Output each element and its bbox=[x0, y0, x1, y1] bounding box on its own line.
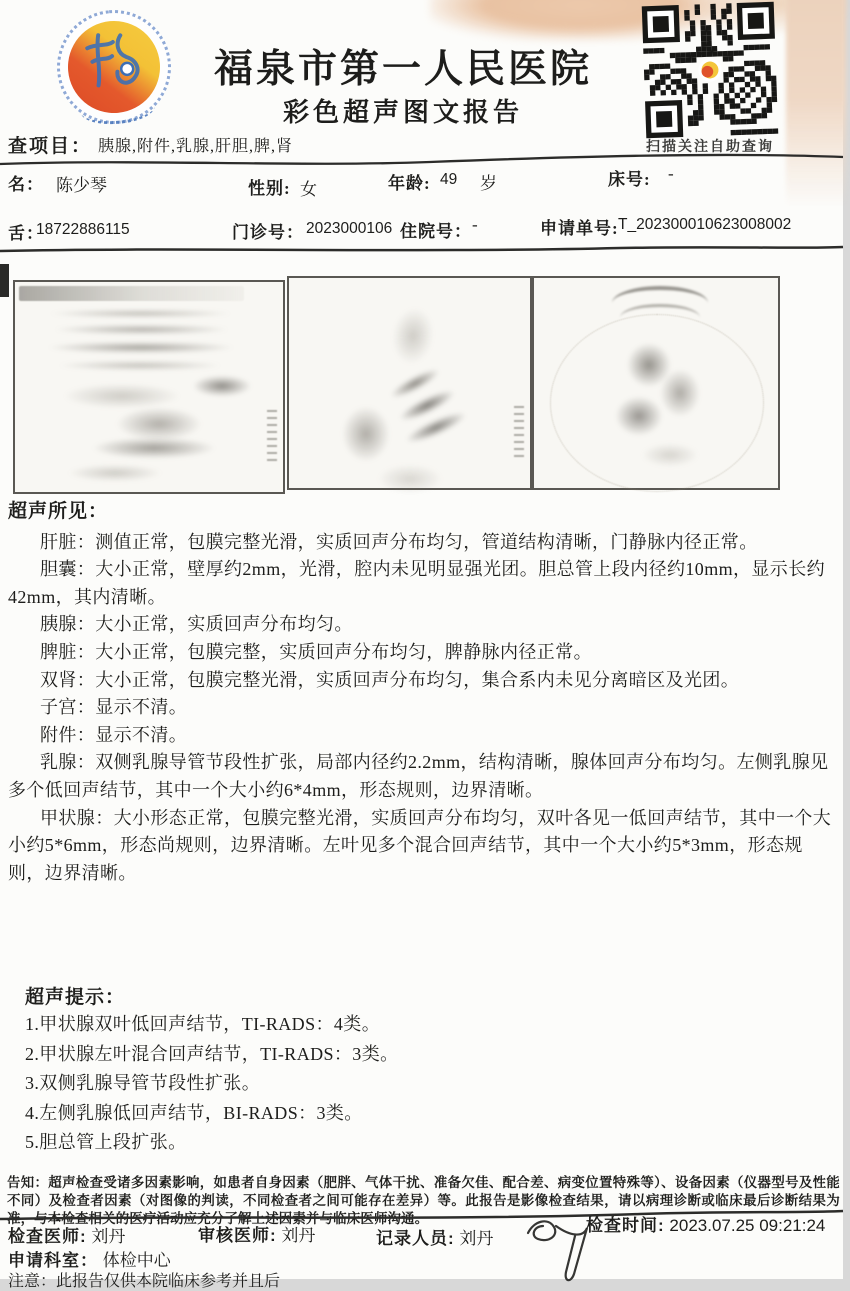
request-label: 申请单号: bbox=[540, 219, 619, 238]
ultrasound-image-1 bbox=[13, 280, 285, 494]
echo-blob bbox=[21, 340, 261, 355]
finding-liver: 肝脏：测值正常，包膜完整光滑，实质回声分布均匀，管道结构清晰，门静脉内径正常。 bbox=[40, 531, 758, 552]
separator-line bbox=[0, 247, 843, 251]
echo-blob bbox=[35, 359, 245, 372]
exam-items-row bbox=[8, 131, 293, 158]
echo-blob bbox=[369, 460, 451, 498]
ultrasound-images-row bbox=[0, 276, 843, 492]
impression-item: 5.胆总管上段扩张。 bbox=[25, 1132, 187, 1153]
handwritten-signature bbox=[528, 1221, 587, 1280]
exam-doctor: 刘丹 bbox=[91, 1227, 126, 1246]
echo-texture bbox=[19, 286, 244, 301]
findings-section bbox=[8, 498, 836, 887]
bottom-note-clipped: 注意：此报告仅供本院临床参考并且后 bbox=[8, 1273, 281, 1290]
echo-blob bbox=[335, 398, 397, 470]
grayscale-bar bbox=[267, 410, 277, 466]
impression-section bbox=[25, 986, 817, 1158]
exam-time-label: 检查时间: bbox=[586, 1216, 665, 1235]
gender-label: 性别: bbox=[248, 179, 291, 198]
hospital-logo bbox=[52, 5, 176, 129]
patient-name: 陈少琴 bbox=[56, 176, 107, 195]
sector-outline bbox=[550, 314, 764, 492]
echo-blob bbox=[55, 462, 175, 484]
echo-blob bbox=[73, 434, 235, 462]
qr-caption: 扫描关注自助查询 bbox=[646, 138, 774, 154]
impression-item: 2.甲状腺左叶混合回声结节，TI-RADS：3类。 bbox=[25, 1043, 399, 1064]
qr-code-svg bbox=[628, 1, 793, 139]
report-type-title: 彩色超声图文报告 bbox=[282, 98, 523, 127]
finding-thyroid: 甲状腺：大小形态正常，包膜完整光滑，实质回声分布均匀，双叶各见一低回声结节，其中一个大小约5*6mm，形态尚规则，边界清晰。左叶见多个混合回声结节，其中一个大小约5*3mm，形态规则，边界清晰。 bbox=[8, 807, 832, 883]
impression-title: 超声提示： bbox=[25, 987, 126, 1008]
outpatient-label: 门诊号： bbox=[232, 223, 304, 242]
bed-no: - bbox=[668, 164, 674, 183]
recorder: 刘丹 bbox=[459, 1229, 494, 1248]
finding-spleen: 脾脏：大小正常，包膜完整，实质回声分布均匀，脾静脉内径正常。 bbox=[40, 641, 592, 662]
review-doctor: 刘丹 bbox=[281, 1226, 316, 1245]
impression-item: 1.甲状腺双叶低回声结节，TI-RADS：4类。 bbox=[25, 1014, 381, 1034]
age-unit: 岁 bbox=[480, 174, 497, 193]
bed-label: 床号: bbox=[608, 170, 651, 189]
exam-doctor-label: 检查医师: bbox=[8, 1227, 87, 1246]
patient-phone: 18722886115 bbox=[36, 221, 130, 238]
hospital-name: 福泉市第一人民医院 bbox=[213, 48, 592, 91]
age-label: 年龄: bbox=[388, 174, 431, 193]
finding-adnexa: 附件：显示不清。 bbox=[40, 724, 188, 745]
exam-items-value: 胰腺,附件,乳腺,肝胆,脾,肾 bbox=[98, 138, 294, 155]
finding-gallbladder: 胆囊：大小正常，壁厚约2mm，光滑，腔内未见明显强光团。胆总管上段内径约10mm，显示长约42mm，其内清晰。 bbox=[8, 559, 825, 607]
exam-items-label: 查项目： bbox=[8, 136, 93, 157]
scan-edge-artifact bbox=[0, 264, 9, 297]
echo-blob bbox=[382, 297, 444, 376]
outpatient-no: 2023000106 bbox=[306, 220, 393, 237]
request-no: T_202300010623008002 bbox=[618, 216, 792, 233]
finding-breast: 乳腺：双侧乳腺导管节段性扩张，局部内径约2.2mm，结构清晰，腺体回声分布均匀。左侧乳腺见多个低回声结节，其中一个大小约6*4mm，形态规则，边界清晰。 bbox=[8, 752, 829, 800]
echo-blob bbox=[23, 308, 258, 319]
request-dept: 体检中心 bbox=[102, 1251, 171, 1270]
review-doctor-label: 审核医师: bbox=[198, 1226, 277, 1245]
request-dept-label: 申请科室： bbox=[8, 1251, 98, 1270]
photo-skin-blur bbox=[786, 0, 846, 207]
echo-blob bbox=[29, 323, 254, 336]
impression-item: 4.左侧乳腺低回声结节，BI-RADS：3类。 bbox=[25, 1102, 363, 1123]
finding-uterus: 子宫：显示不清。 bbox=[40, 697, 188, 718]
grayscale-bar bbox=[514, 406, 524, 462]
exam-time: 2023.07.25 09:21:24 bbox=[669, 1216, 826, 1235]
findings-title: 超声所见： bbox=[8, 501, 109, 522]
phone-label: 舌： bbox=[8, 224, 44, 243]
name-label: 名： bbox=[8, 175, 44, 194]
ultrasound-image-2 bbox=[287, 276, 532, 490]
finding-kidneys: 双肾：大小正常，包膜完整光滑，实质回声分布均匀，集合系内未见分离暗区及光团。 bbox=[40, 669, 740, 690]
finding-pancreas: 胰腺：大小正常，实质回声分布均匀。 bbox=[40, 614, 353, 635]
patient-age: 49 bbox=[440, 171, 458, 188]
qr-code bbox=[628, 1, 793, 139]
patient-gender: 女 bbox=[300, 180, 317, 199]
impression-item: 3.双侧乳腺导管节段性扩张。 bbox=[25, 1073, 261, 1094]
disclaimer-notice: 告知：超声检查受诸多因素影响，如患者自身因素（肥胖、气体干扰、准备欠佳、配合差、病变位置特殊等）、设备因素（仪器型号及性能不同）及检查者因素（对图像的判读，不同检查者之间可能存在差异）等。此报告是影像检查结果，请以病理诊断或临床最后诊断结果为准，与本检查相关的医疗活动应充分了解上述因素并与临床医师沟通。 bbox=[7, 1175, 840, 1226]
inpatient-no: - bbox=[472, 215, 478, 234]
inpatient-label: 住院号： bbox=[400, 222, 472, 241]
recorder-label: 记录人员: bbox=[376, 1229, 455, 1248]
ultrasound-image-3 bbox=[532, 276, 780, 490]
